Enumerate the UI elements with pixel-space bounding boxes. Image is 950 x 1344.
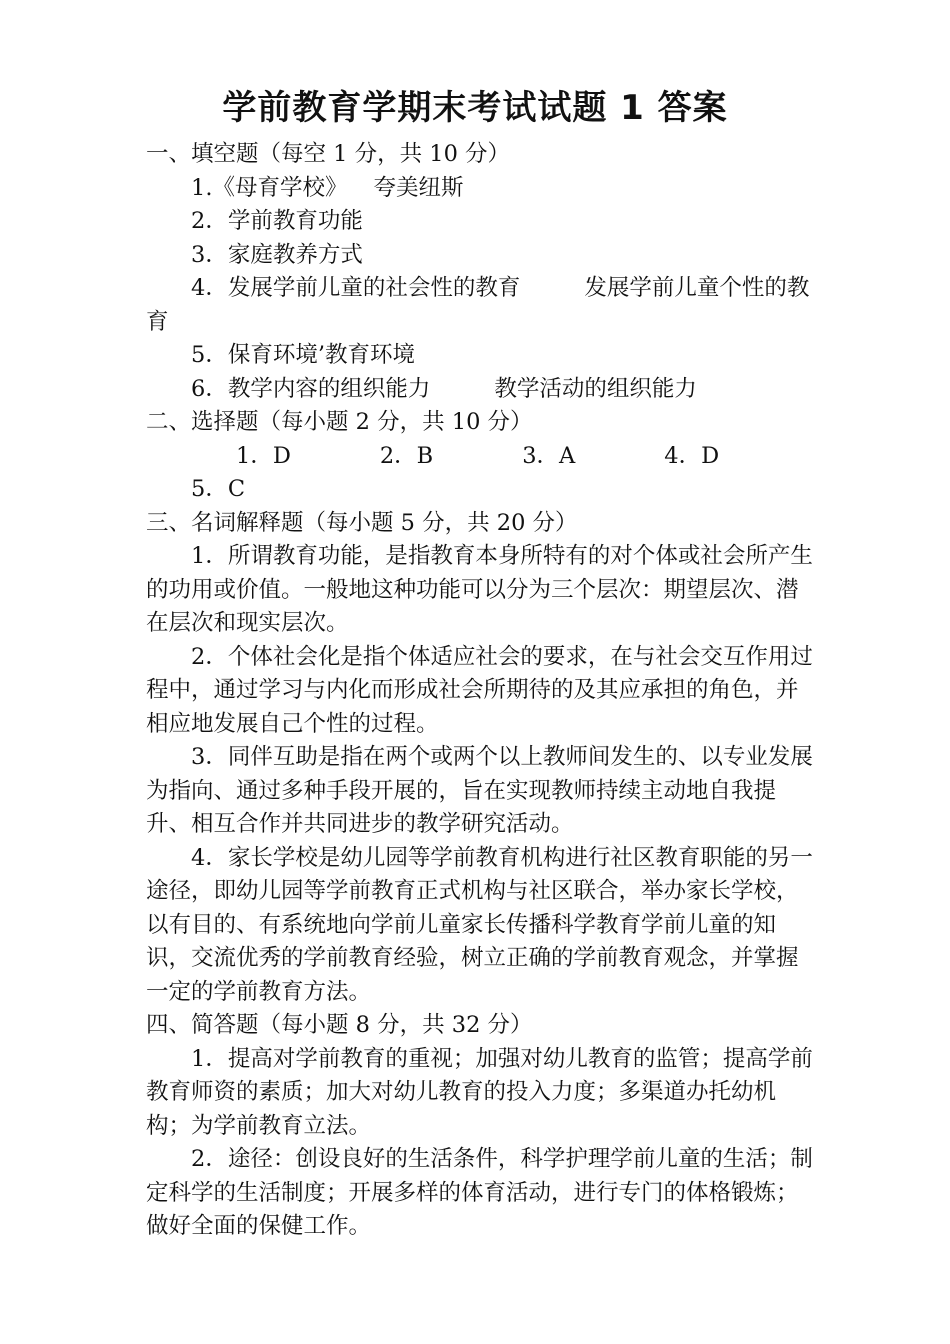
answer-text: 6．教学内容的组织能力 bbox=[191, 375, 431, 402]
choice-answer: 1．D bbox=[236, 442, 291, 469]
answer-item: 3．家庭教养方式 bbox=[191, 241, 363, 268]
section-heading-fill-blank: 一、填空题（每空 1 分，共 10 分） bbox=[146, 141, 511, 167]
answer-text: 发展学前儿童个性的教育 bbox=[146, 275, 810, 335]
document-body bbox=[146, 138, 814, 1244]
definition-item: 3．同伴互助是指在两个或两个以上教师间发生的、以专业发展为指向、通过多种手段开展的，旨在实现教师持续主动地自我提升、相互合作并共同进步的教学研究活动。 bbox=[146, 744, 813, 837]
choice-answer: 5．C bbox=[191, 476, 246, 502]
answer-text: 夸美纽斯 bbox=[373, 174, 464, 201]
answer-item bbox=[146, 172, 814, 206]
definition-item: 1．所谓教育功能，是指教育本身所特有的对个体或社会所产生的功用或价值。一般地这种功能可以分为三个层次：期望层次、潜在层次和现实层次。 bbox=[146, 543, 813, 636]
short-answer-item: 1．提高对学前教育的重视；加强对幼儿教育的监管；提高学前教育师资的素质；加大对幼儿教育的投入力度；多渠道办托幼机构；为学前教育立法。 bbox=[146, 1045, 813, 1139]
section-heading-terms: 三、名词解释题（每小题 5 分，共 20 分） bbox=[146, 509, 578, 536]
section-heading-choice: 二、选择题（每小题 2 分，共 10 分） bbox=[146, 409, 533, 435]
answer-text: 教学活动的组织能力 bbox=[494, 375, 697, 402]
choice-answer: 3．A bbox=[522, 442, 576, 469]
short-answer-item: 2．途径：创设良好的生活条件，科学护理学前儿童的生活；制定科学的生活制度；开展多样的体育活动，进行专门的体格锻炼；做好全面的保健工作。 bbox=[146, 1146, 813, 1239]
answer-item bbox=[146, 272, 814, 339]
answer-item bbox=[146, 373, 814, 407]
choice-answer: 4．D bbox=[664, 442, 720, 469]
page-title: 学前教育学期末考试试题 1 答案 bbox=[222, 88, 728, 128]
choice-answer: 2．B bbox=[379, 442, 434, 469]
section-heading-short-answer: 四、简答题（每小题 8 分，共 32 分） bbox=[146, 1012, 533, 1038]
choice-answers bbox=[146, 440, 814, 507]
answer-item: 2．学前教育功能 bbox=[191, 208, 363, 234]
definition-item: 4．家长学校是幼儿园等学前教育机构进行社区教育职能的另一途径，即幼儿园等学前教育正式机构与社区联合，举办家长学校，以有目的、有系统地向学前儿童家长传播科学教育学前儿童的知识，交流优秀的学前教育经验，树立正确的学前教育观念，并掌握一定的学前教育方法。 bbox=[146, 844, 813, 1005]
definition-item: 2．个体社会化是指个体适应社会的要求，在与社会交互作用过程中，通过学习与内化而形成社会所期待的及其应承担的角色，并相应地发展自己个性的过程。 bbox=[146, 643, 813, 737]
answer-text: 1.《母育学校》 bbox=[191, 174, 348, 201]
answer-item: 5．保育环境’教育环境 bbox=[191, 342, 415, 368]
answer-text: 4．发展学前儿童的社会性的教育 bbox=[191, 275, 521, 301]
